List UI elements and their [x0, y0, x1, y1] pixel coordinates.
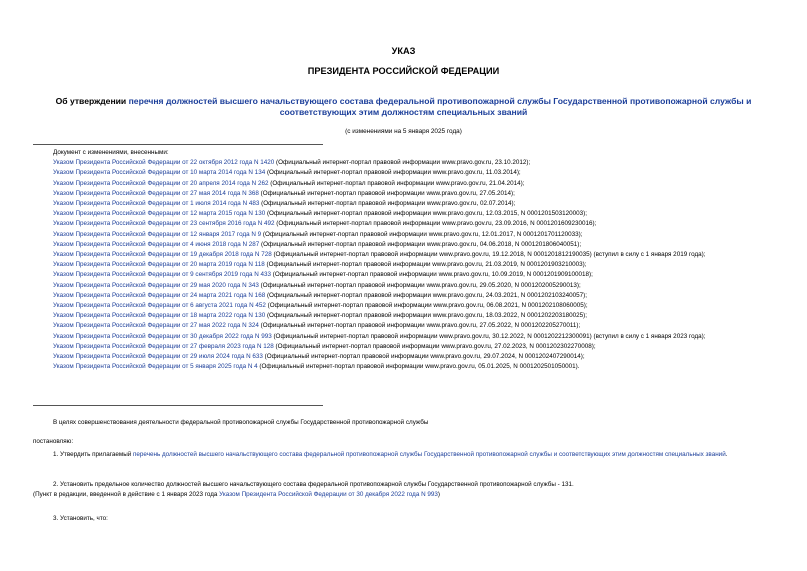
amendment-source: (Официальный интернет-портал правовой информации www.pravo.gov.ru, 11.03.2014);	[265, 169, 521, 177]
amendment-row	[33, 209, 775, 219]
document-title	[30, 96, 777, 118]
amendment-row	[33, 240, 775, 250]
amendment-source: (Официальный интернет-портал правовой информации www.pravo.gov.ru, 18.03.2022, N 0001202203180025);	[265, 312, 587, 320]
amendment-link[interactable]: Указом Президента Российской Федерации от 12 января 2017 года N 9	[53, 230, 262, 238]
edition-note: (с изменениями на 5 января 2025 года)	[345, 128, 462, 135]
preamble: В целях совершенствования деятельности федеральной противопожарной службы Государственной противопожарной службы	[53, 419, 429, 426]
amendment-source: (Официальный интернет-портал правовой информации www.pravo.gov.ru, 19.12.2018, N 0001201812190035) (вступил в силу с 1 января 2019 года);	[271, 251, 706, 259]
amendment-row	[33, 158, 775, 168]
amendment-row	[33, 168, 775, 178]
amendment-link[interactable]: Указом Президента Российской Федерации от 12 марта 2015 года N 130	[53, 210, 266, 218]
list-link[interactable]: перечень должностей высшего начальствующего состава федеральной противопожарной службы Государственной противопожарной службы и соответствующих этим должностям специальных званий	[133, 451, 726, 458]
amendment-source: (Официальный интернет-портал правовой информации www.pravo.gov.ru, 10.09.2019, N 0001201909100018);	[271, 271, 593, 279]
amendment-row	[33, 179, 775, 189]
amendment-link[interactable]: Указом Президента Российской Федерации от 23 сентября 2016 года N 492	[53, 220, 275, 228]
amendment-link[interactable]: Указом Президента Российской Федерации от 22 октября 2012 года N 1420	[53, 159, 275, 167]
paragraph-1	[33, 450, 775, 460]
changes-header: Документ с изменениями, внесенными:	[53, 149, 169, 156]
changes-list	[33, 148, 775, 372]
amendment-link[interactable]: Указом Президента Российской Федерации от 9 сентября 2019 года N 433	[53, 271, 272, 279]
amendment-link[interactable]: Указом Президента Российской Федерации от 4 июня 2018 года N 287	[53, 240, 260, 248]
amendment-row	[33, 311, 775, 321]
amendment-source: (Официальный интернет-портал правовой информации www.pravo.gov.ru, 29.07.2024, N 0001202407290014);	[262, 353, 585, 361]
note-suffix: )	[437, 491, 440, 498]
document-type-heading: УКАЗ	[391, 46, 416, 56]
changes-top-divider	[33, 144, 323, 145]
amendment-source: (Официальный интернет-портал правовой информации www.pravo.gov.ru, 27.05.2014);	[258, 189, 515, 197]
amendment-source: (Официальный интернет-портал правовой информации www.pravo.gov.ru, 21.03.2019, N 0001201903210003);	[264, 261, 587, 269]
amendment-link[interactable]: Указом Президента Российской Федерации от 27 мая 2014 года N 368	[53, 189, 259, 197]
amendment-row	[33, 230, 775, 240]
changes-bottom-divider	[33, 405, 323, 406]
amendment-link[interactable]: Указом Президента Российской Федерации от 29 мая 2020 года N 343	[53, 281, 259, 289]
issuer-heading: ПРЕЗИДЕНТА РОССИЙСКОЙ ФЕДЕРАЦИИ	[307, 66, 500, 76]
amendment-link[interactable]: Указом Президента Российской Федерации от 30 декабря 2022 года N 993	[53, 332, 272, 340]
paragraph-3: 3. Установить, что:	[53, 515, 108, 522]
amendment-source: (Официальный интернет-портал правовой информации www.pravo.gov.ru, 23.09.2016, N 0001201609230016);	[274, 220, 597, 228]
amendment-row	[33, 342, 775, 352]
amendment-link[interactable]: Указом Президента Российской Федерации от 10 марта 2014 года N 134	[53, 169, 266, 177]
amendment-link[interactable]: Указом Президента Российской Федерации от 5 января 2025 года N 4	[53, 363, 258, 371]
amendment-source: (Официальный интернет-портал правовой информации www.pravo.gov.ru, 21.04.2014);	[268, 179, 525, 187]
amendment-source: (Официальный интернет-портал правовой информации www.pravo.gov.ru, 02.07.2014);	[259, 200, 516, 208]
amendment-source: (Официальный интернет-портал правовой информации www.pravo.gov.ru, 05.01.2025, N 0001202501050001).	[257, 363, 580, 371]
note-link[interactable]: Указом Президента Российской Федерации от 30 декабря 2022 года N 993	[219, 491, 438, 498]
decree-word: постановляю:	[33, 438, 74, 445]
amendment-source: (Официальный интернет-портал правовой информации www.pravo.gov.ru, 12.03.2015, N 0001201503120003);	[265, 210, 587, 218]
amendment-row	[33, 281, 775, 291]
amendment-row	[33, 260, 775, 270]
amendment-link[interactable]: Указом Президента Российской Федерации от 20 апреля 2014 года N 262	[53, 179, 269, 187]
amendment-row	[33, 270, 775, 280]
amendment-source: (Официальный интернет-портал правовой информации www.pravo.gov.ru, 04.06.2018, N 0001201806040051);	[259, 240, 582, 248]
amendment-row	[33, 250, 775, 260]
paragraph-1-suffix: .	[725, 451, 728, 458]
amendment-row	[33, 291, 775, 301]
amendment-row	[33, 332, 775, 342]
amendment-row	[33, 321, 775, 331]
title-link[interactable]: перечня должностей высшего начальствующего состава федеральной противопожарной службы Государственной противопожарной службы и соответствующих этим должностям специальных званий	[128, 96, 752, 117]
amendment-source: (Официальный интернет-портал правовой информации www.pravo.gov.ru, 27.02.2023, N 0001202302270008);	[273, 342, 596, 350]
amendment-source: (Официальный интернет-портал правовой информации www.pravo.gov.ru, 30.12.2022, N 0001202212300091) (вступил в силу с 1 января 2023 года);	[271, 332, 706, 340]
amendment-row	[33, 301, 775, 311]
amendment-link[interactable]: Указом Президента Российской Федерации от 6 августа 2021 года N 452	[53, 302, 266, 310]
amendment-source: (Официальный интернет-портал правовой информации www.pravo.gov.ru, 24.03.2021, N 0001202103240057);	[265, 291, 587, 299]
amendment-row	[33, 199, 775, 209]
paragraph-2: 2. Установить предельное количество должностей высшего начальствующего состава федеральной противопожарной службы Государственной противопожарной службы - 131.	[53, 481, 574, 488]
amendment-source: (Официальный интернет-портал правовой информации www.pravo.gov.ru, 12.01.2017, N 0001201701120033);	[261, 230, 583, 238]
amendment-row	[33, 189, 775, 199]
paragraph-2-note	[33, 490, 775, 500]
paragraph-1-prefix: 1. Утвердить прилагаемый	[53, 451, 134, 458]
amendment-row	[33, 352, 775, 362]
amendment-source: (Официальный интернет-портал правовой информации www.pravo.gov.ru, 23.10.2012);	[274, 159, 531, 167]
amendment-source: (Официальный интернет-портал правовой информации www.pravo.gov.ru, 29.05.2020, N 0001202005290013);	[258, 281, 581, 289]
amendment-link[interactable]: Указом Президента Российской Федерации от 19 декабря 2018 года N 728	[53, 251, 272, 259]
amendment-link[interactable]: Указом Президента Российской Федерации от 27 февраля 2023 года N 128	[53, 342, 274, 350]
title-prefix: Об утверждении	[55, 96, 129, 106]
amendment-link[interactable]: Указом Президента Российской Федерации от 18 марта 2022 года N 130	[53, 312, 266, 320]
amendment-link[interactable]: Указом Президента Российской Федерации от 1 июля 2014 года N 483	[53, 200, 260, 208]
amendment-link[interactable]: Указом Президента Российской Федерации от 20 марта 2019 года N 118	[53, 261, 265, 269]
amendment-row	[33, 219, 775, 229]
amendment-link[interactable]: Указом Президента Российской Федерации от 29 июля 2024 года N 633	[53, 353, 263, 361]
amendment-link[interactable]: Указом Президента Российской Федерации от 24 марта 2021 года N 168	[53, 291, 266, 299]
amendment-row	[33, 362, 775, 372]
amendment-source: (Официальный интернет-портал правовой информации www.pravo.gov.ru, 06.08.2021, N 0001202108060005);	[265, 302, 588, 310]
amendment-source: (Официальный интернет-портал правовой информации www.pravo.gov.ru, 27.05.2022, N 0001202205270011);	[258, 322, 581, 330]
note-prefix: (Пункт в редакции, введенной в действие с 1 января 2023 года	[33, 491, 220, 498]
amendment-link[interactable]: Указом Президента Российской Федерации от 27 мая 2022 года N 324	[53, 322, 259, 330]
